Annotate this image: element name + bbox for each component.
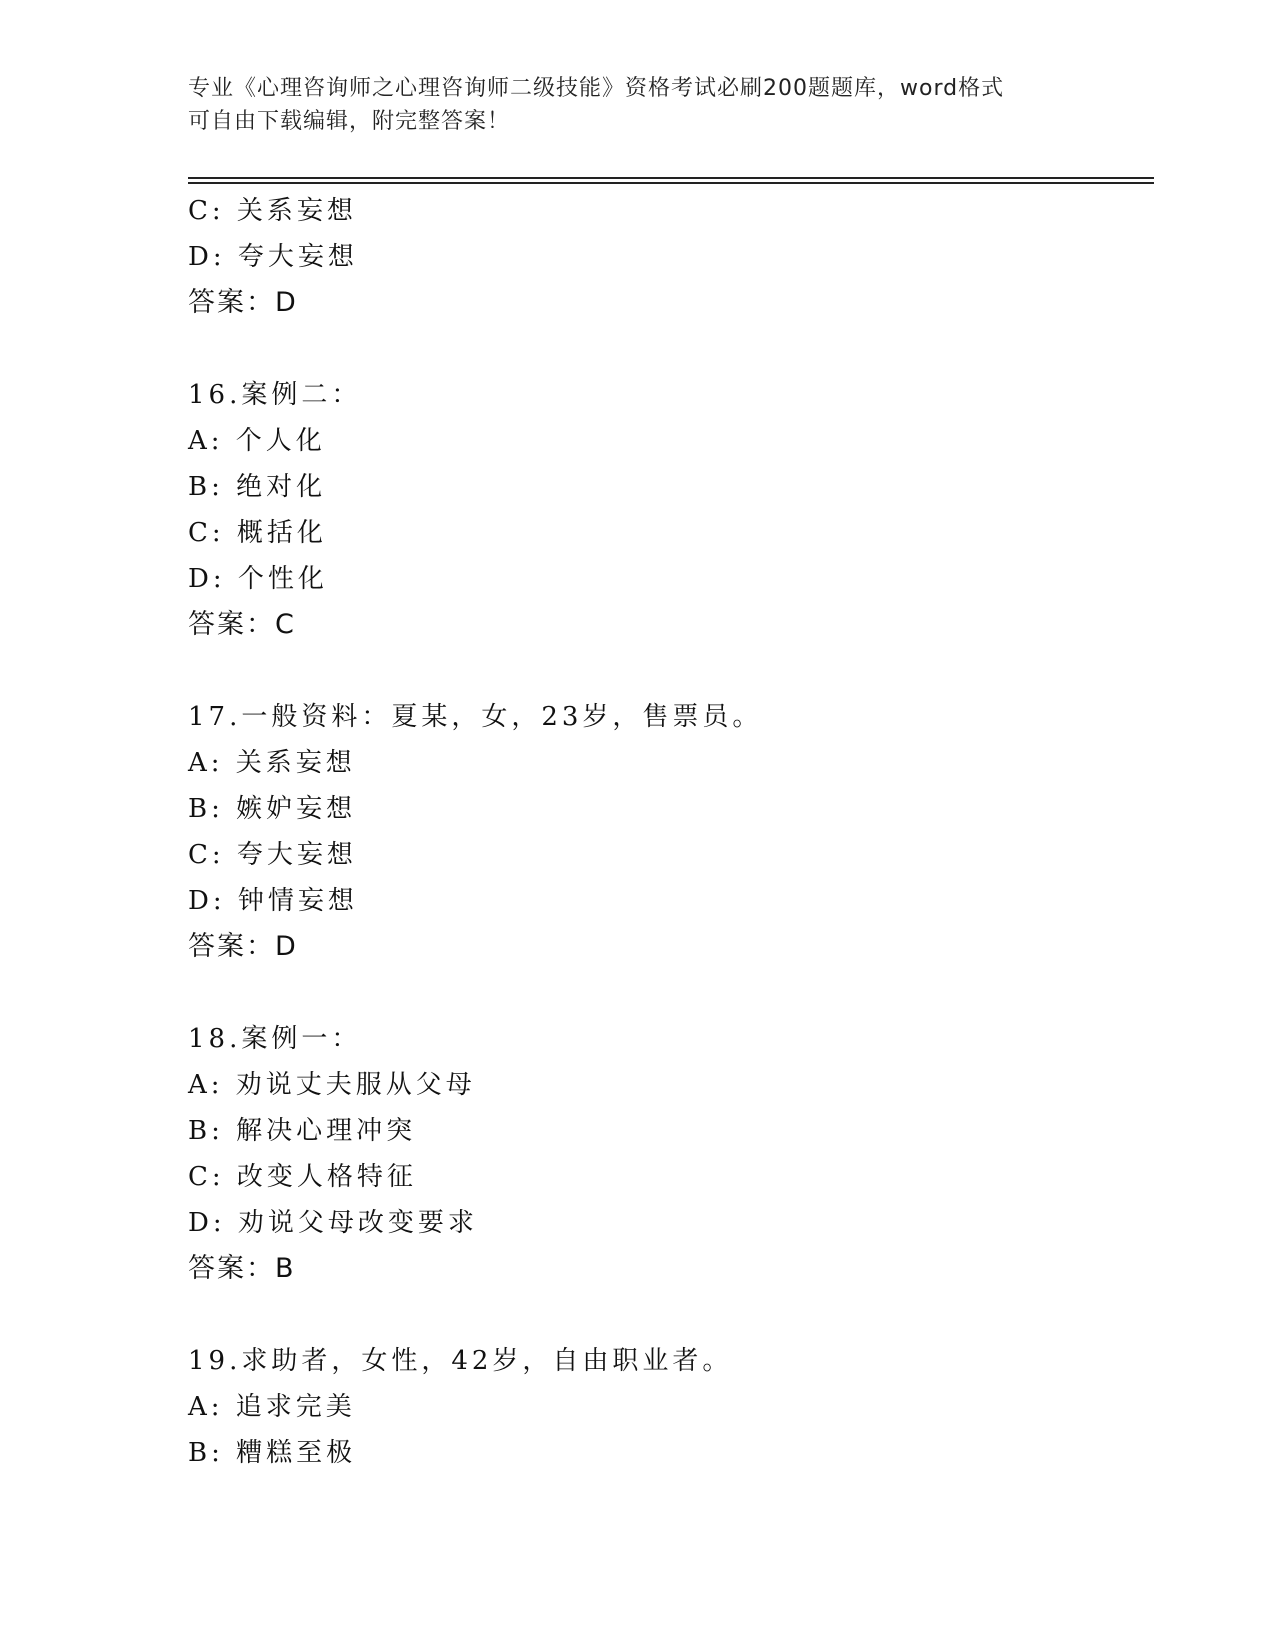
question-stem: 17.一般资料：夏某，女，23岁，售票员。 <box>188 702 763 732</box>
header-line-1: 专业《心理咨询师之心理咨询师二级技能》资格考试必刷200题题库，word格式 <box>188 76 1005 101</box>
answer-line: 答案：D <box>188 287 298 318</box>
option-line: B: 解决心理冲突 <box>188 1116 417 1146</box>
answer-line: 答案：B <box>188 1253 296 1284</box>
header-rule-bottom <box>188 182 1154 184</box>
blank-spacer <box>188 970 1148 1016</box>
question-stem: 18.案例一： <box>188 1024 362 1054</box>
option-line: B: 绝对化 <box>188 472 327 502</box>
blank-spacer <box>188 1292 1148 1338</box>
blank-spacer <box>188 648 1148 694</box>
header-rule-top <box>188 177 1154 179</box>
option-line: B: 糟糕至极 <box>188 1438 357 1468</box>
question-stem: 19.求助者，女性，42岁，自由职业者。 <box>188 1346 733 1376</box>
option-line: B: 嫉妒妄想 <box>188 794 357 824</box>
document-header <box>188 72 1088 138</box>
answer-line: 答案：D <box>188 931 298 962</box>
option-line: D: 夸大妄想 <box>188 242 358 272</box>
question-list <box>188 188 1148 1476</box>
option-line: A: 关系妄想 <box>188 748 356 778</box>
answer-line: 答案：C <box>188 609 296 640</box>
option-line: A: 追求完美 <box>188 1392 356 1422</box>
option-line: D: 劝说父母改变要求 <box>188 1208 478 1238</box>
option-line: D: 钟情妄想 <box>188 886 358 916</box>
option-line: D: 个性化 <box>188 564 328 594</box>
option-line: C: 夸大妄想 <box>188 840 357 870</box>
option-line: C: 关系妄想 <box>188 196 357 226</box>
option-line: A: 个人化 <box>188 426 326 456</box>
option-line: A: 劝说丈夫服从父母 <box>188 1070 476 1100</box>
header-line-2: 可自由下载编辑，附完整答案！ <box>188 109 511 134</box>
blank-spacer <box>188 326 1148 372</box>
question-stem: 16.案例二： <box>188 380 362 410</box>
option-line: C: 改变人格特征 <box>188 1162 417 1192</box>
option-line: C: 概括化 <box>188 518 327 548</box>
